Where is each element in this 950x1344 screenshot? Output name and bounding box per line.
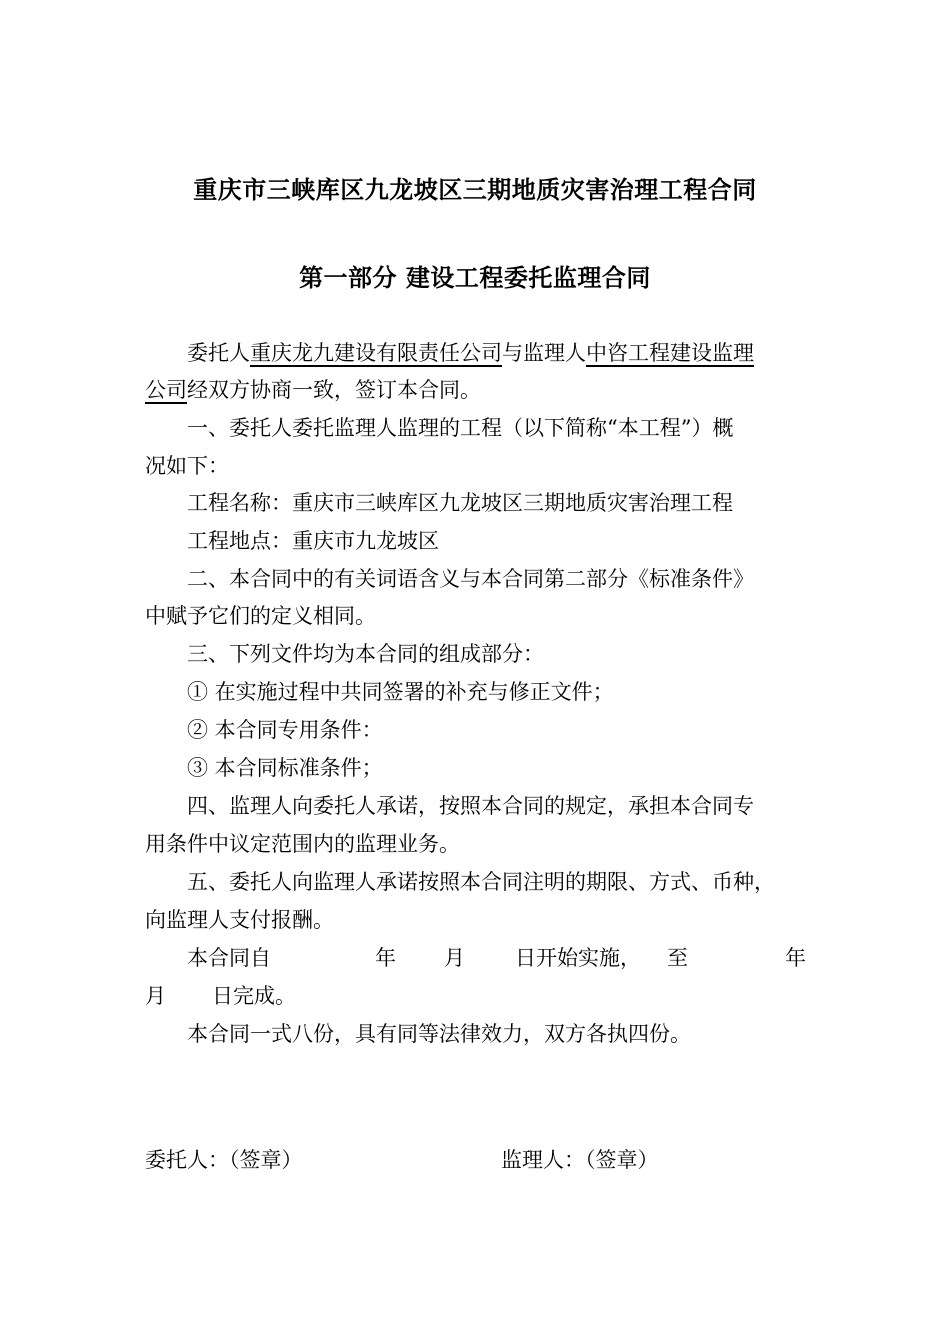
date-day-end-text: 日完成。 [212,984,296,1008]
text-supervisor-label: 与监理人 [502,341,586,365]
project-location: 工程地点：重庆市九龙坡区 [187,529,439,553]
paragraph-1-line2: 况如下： [145,454,229,478]
text-agreement: 经双方协商一致，签订本合同。 [187,378,481,402]
paragraph-5-line2: 向监理人支付报酬。 [145,908,334,932]
date-year-label: 年 [375,946,396,970]
date-month-label: 月 [444,946,465,970]
paragraph-4-line2: 用条件中议定范围内的监理业务。 [145,832,460,856]
project-name: 工程名称：重庆市三峡库区九龙坡区三期地质灾害治理工程 [187,491,733,515]
date-day-start-text: 日开始实施， [515,946,641,970]
date-to-text: 至 [667,946,688,970]
supervisor-name: 中咨工程建设监理 [586,341,754,365]
paragraph-4-line1: 四、监理人向委托人承诺，按照本合同的规定，承担本合同专 [187,794,754,818]
text-client-label: 委托人 [187,341,250,365]
date-start-text: 本合同自 [187,946,271,970]
paragraph-1-line1: 一、委托人委托监理人监理的工程（以下简称“本工程”）概 [187,416,734,440]
paragraph-2-line2: 中赋予它们的定义相同。 [145,604,376,628]
date-year2-label: 年 [785,946,806,970]
list-item-3: ③ 本合同标准条件； [187,756,383,780]
list-item-2: ② 本合同专用条件： [187,718,383,742]
document-subtitle: 第一部分 建设工程委托监理合同 [299,264,651,292]
signature-client: 委托人：（签章） [145,1148,303,1172]
date-month2-label: 月 [145,984,166,1008]
paragraph-2-line1: 二、本合同中的有关词语含义与本合同第二部分《标准条件》 [187,567,754,591]
paragraph-3: 三、下列文件均为本合同的组成部分： [187,642,544,666]
supervisor-name-cont: 公司 [145,378,187,402]
paragraph-copies: 本合同一式八份，具有同等法律效力，双方各执四份。 [187,1022,691,1046]
list-item-1: ① 在实施过程中共同签署的补充与修正文件； [187,680,614,704]
paragraph-parties-line2 [145,376,481,404]
client-name: 重庆龙九建设有限责任公司 [250,341,502,365]
paragraph-parties-line1 [187,339,754,367]
signature-supervisor: 监理人：（签章） [501,1148,659,1172]
document-title: 重庆市三峡库区九龙坡区三期地质灾害治理工程合同 [193,176,757,204]
paragraph-5-line1: 五、委托人向监理人承诺按照本合同注明的期限、方式、币种， [187,870,775,894]
